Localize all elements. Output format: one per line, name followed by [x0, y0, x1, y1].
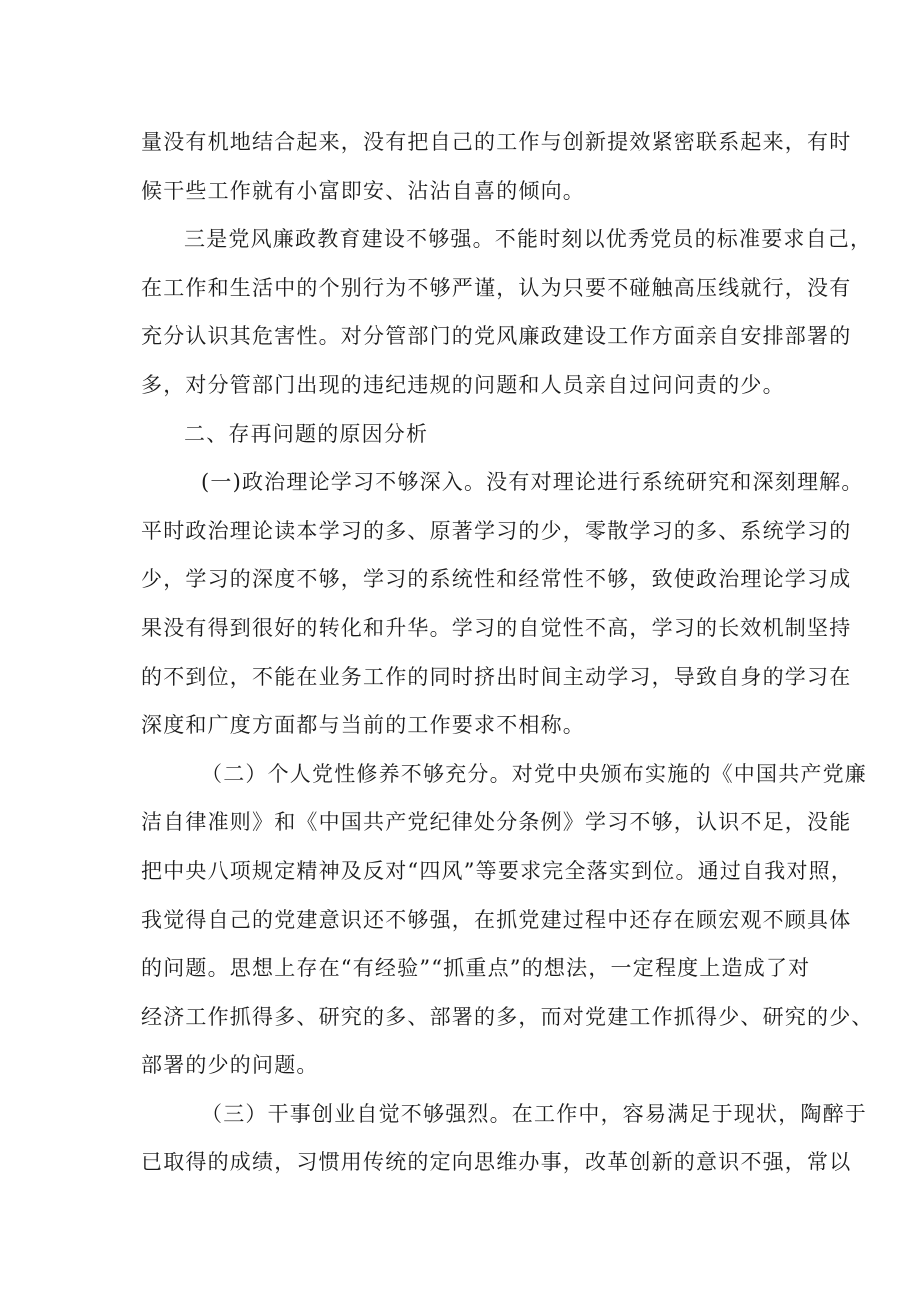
text-line: 已取得的成绩，习惯用传统的定向思维办事，改革创新的意识不强，常以 — [141, 1150, 852, 1175]
paragraph-theory-study — [141, 458, 864, 750]
text-line: 少，学习的深度不够，学习的系统性和经常性不够，致使政治理论学习成 — [141, 567, 852, 592]
text-line: 果没有得到很好的转化和升华。学习的自觉性不高，学习的长效机制坚持 — [141, 615, 852, 640]
text-line: 的问题。思想上存在“有经验”“抓重点”的想法，一定程度上造成了对 — [141, 956, 811, 981]
paragraph-party-spirit — [141, 750, 874, 1090]
text-line: 充分认识其危害性。对分管部门的党风廉政建设工作方面亲自安排部署的 — [141, 324, 852, 349]
text-line: 平时政治理论读本学习的多、原著学习的少，零散学习的多、系统学习的 — [141, 518, 852, 543]
text-line: 的不到位，不能在业务工作的同时挤出时间主动学习，导致自身的学习在 — [141, 664, 852, 689]
text-line: 多，对分管部门出现的违纪违规的问题和人员亲自过问问责的少。 — [141, 372, 785, 397]
section-heading: 二、存再问题的原因分析 — [184, 421, 429, 446]
text-line: 候干些工作就有小富即安、沾沾自喜的倾向。 — [141, 178, 585, 203]
text-line: 深度和广度方面都与当前的工作要求不相称。 — [141, 713, 585, 738]
text-line: （三）干事创业自觉不够强烈。在工作中，容易满足于现状，陶醉于 — [201, 1101, 867, 1126]
text-line: 部署的少的问题。 — [141, 1053, 319, 1078]
text-line: 量没有机地结合起来，没有把自己的工作与创新提效紧密联系起来，有时 — [141, 130, 852, 154]
text-line: 在工作和生活中的个别行为不够严谨，认为只要不碰触高压线就行，没有 — [141, 275, 852, 300]
text-line: 洁自律准则》和《中国共产党纪律处分条例》学习不够，认识不足，没能 — [141, 810, 852, 835]
text-line: 把中央八项规定精神及反对“四风”等要求完全落实到位。通过自我对照， — [141, 858, 854, 883]
text-line: 我觉得自己的党建意识还不够强，在抓党建过程中还存在顾宏观不顾具体 — [141, 907, 852, 932]
paragraph-entrepreneurship — [141, 1090, 867, 1187]
paragraph-continued — [141, 118, 852, 215]
text-line: (一)政治理论学习不够深入。没有对理论进行系统研究和深刻理解。 — [201, 470, 864, 495]
text-line: （二）个人党性修养不够充分。对党中央颁布实施的《中国共产党廉 — [201, 761, 867, 786]
document-body — [141, 118, 874, 1187]
text-line: 三是党风廉政教育建设不够强。不能时刻以优秀党员的标准要求自己， — [184, 227, 873, 252]
text-line: 经济工作抓得多、研究的多、部署的多，而对党建工作抓得少、研究的少、 — [141, 1004, 874, 1029]
paragraph-party-conduct — [141, 215, 873, 409]
